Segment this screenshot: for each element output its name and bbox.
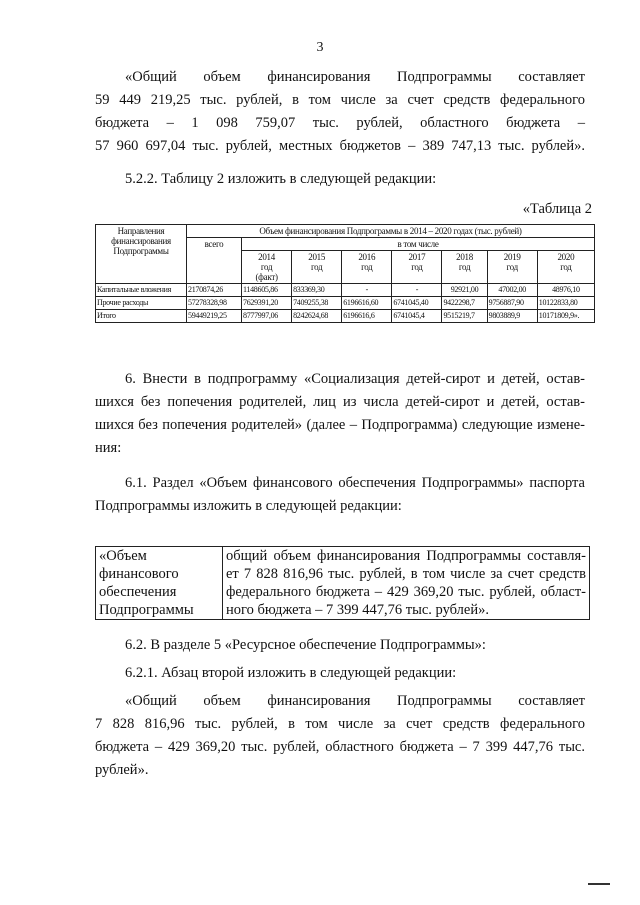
paragraph-section-5: 6.2. В разделе 5 «Ресурсное обеспечение Подпрограммы»:	[125, 637, 486, 653]
header-year-2016: 2016 год	[342, 251, 392, 284]
header-including: в том числе	[242, 238, 595, 251]
table-cell: 47002,00	[487, 284, 537, 297]
paragraph-table-instruction: 5.2.2. Таблицу 2 изложить в следующей редакции:	[125, 171, 437, 187]
paragraph-passport-section	[95, 472, 585, 518]
text-line: 57 960 697,04 тыс. рублей, местных бюджетов – 389 747,13 тыс. рублей».	[95, 138, 585, 154]
table-cell: 9422298,7	[442, 297, 487, 310]
row-label: Итого	[96, 310, 187, 323]
text-line: Подпрограммы изложить в следующей редакции:	[95, 498, 402, 514]
text-line: рублей».	[95, 762, 149, 778]
header-volume: Объем финансирования Подпрограммы в 2014 – 2020 годах (тыс. рублей)	[187, 225, 595, 238]
footer-mark	[588, 883, 610, 885]
passport-table	[95, 546, 590, 620]
header-year-2017: 2017 год	[392, 251, 442, 284]
passport-value: общий объем финансирования Подпрограммы составля- ет 7 828 816,96 тыс. рублей, в том числе за счет средств федерального бюджета – 429 369,20 тыс. рублей, област- ного бюджета – 7 399 447,76 тыс. рублей».	[223, 547, 590, 620]
table-cell: 9803889,9	[487, 310, 537, 323]
table-cell: 59449219,25	[187, 310, 242, 323]
header-year-2019: 2019 год	[487, 251, 537, 284]
text-line: бюджета – 429 369,20 тыс. рублей, областного бюджета – 7 399 447,76 тыс.	[95, 739, 585, 755]
table-cell: 7629391,20	[242, 297, 292, 310]
row-label: Прочие расходы	[96, 297, 187, 310]
table-cell: -	[342, 284, 392, 297]
table-cell: 6741045,4	[392, 310, 442, 323]
table-cell: 9515219,7	[442, 310, 487, 323]
header-year-2014: 2014 год (факт)	[242, 251, 292, 284]
financing-table	[95, 224, 595, 323]
text-line: 6. Внести в подпрограмму «Социализация детей-сирот и детей, остав-	[125, 371, 585, 387]
table-cell: 833369,30	[292, 284, 342, 297]
row-label: Капитальные вложения	[96, 284, 187, 297]
header-year-2020: 2020 год	[537, 251, 594, 284]
table-cell: 8242624,68	[292, 310, 342, 323]
paragraph-subprogram-changes	[95, 368, 585, 460]
text-line: шихся без попечения родителей» (далее – Подпрограмма) следующие измене-	[95, 417, 585, 433]
page-number: 3	[316, 40, 324, 55]
paragraph-total-financing-2	[95, 690, 585, 782]
paragraph-total-financing	[95, 66, 585, 158]
text-line: ния:	[95, 440, 122, 456]
table-cell: 6196616,60	[342, 297, 392, 310]
text-line: шихся без попечения родителей, лиц из числа детей-сирот и детей, остав-	[95, 394, 585, 410]
table-cell: 9756887,90	[487, 297, 537, 310]
header-direction: Направления финансирования Подпрограммы	[96, 225, 187, 284]
text-line: «Общий объем финансирования Подпрограммы составляет	[125, 693, 585, 709]
table-caption: «Таблица 2	[522, 201, 592, 217]
table-cell: 10171809,9».	[537, 310, 594, 323]
text-line: 59 449 219,25 тыс. рублей, в том числе за счет средств федерального	[95, 92, 585, 108]
table-row	[96, 310, 595, 323]
header-year-2015: 2015 год	[292, 251, 342, 284]
table-row	[96, 284, 595, 297]
passport-label: «Объем финансового обеспечения Подпрограммы	[96, 547, 223, 620]
table-cell: 57278328,98	[187, 297, 242, 310]
table-cell: 1148605,86	[242, 284, 292, 297]
header-total: всего	[187, 238, 242, 284]
table-cell: 10122833,80	[537, 297, 594, 310]
table-cell: 6741045,40	[392, 297, 442, 310]
table-row	[96, 297, 595, 310]
table-cell: -	[392, 284, 442, 297]
paragraph-abzac: 6.2.1. Абзац второй изложить в следующей редакции:	[125, 665, 457, 681]
table-cell: 8777997,06	[242, 310, 292, 323]
text-line: «Общий объем финансирования Подпрограммы составляет	[125, 69, 585, 85]
text-line: 7 828 816,96 тыс. рублей, в том числе за счет средств федерального	[95, 716, 585, 732]
header-year-2018: 2018 год	[442, 251, 487, 284]
table-cell: 48976,10	[537, 284, 594, 297]
text-line: 6.1. Раздел «Объем финансового обеспечения Подпрограммы» паспорта	[125, 475, 585, 491]
table-cell: 2170874,26	[187, 284, 242, 297]
table-cell: 6196616,6	[342, 310, 392, 323]
table-cell: 92921,00	[442, 284, 487, 297]
text-line: бюджета – 1 098 759,07 тыс. рублей, областного бюджета –	[95, 115, 585, 131]
table-cell: 7409255,38	[292, 297, 342, 310]
